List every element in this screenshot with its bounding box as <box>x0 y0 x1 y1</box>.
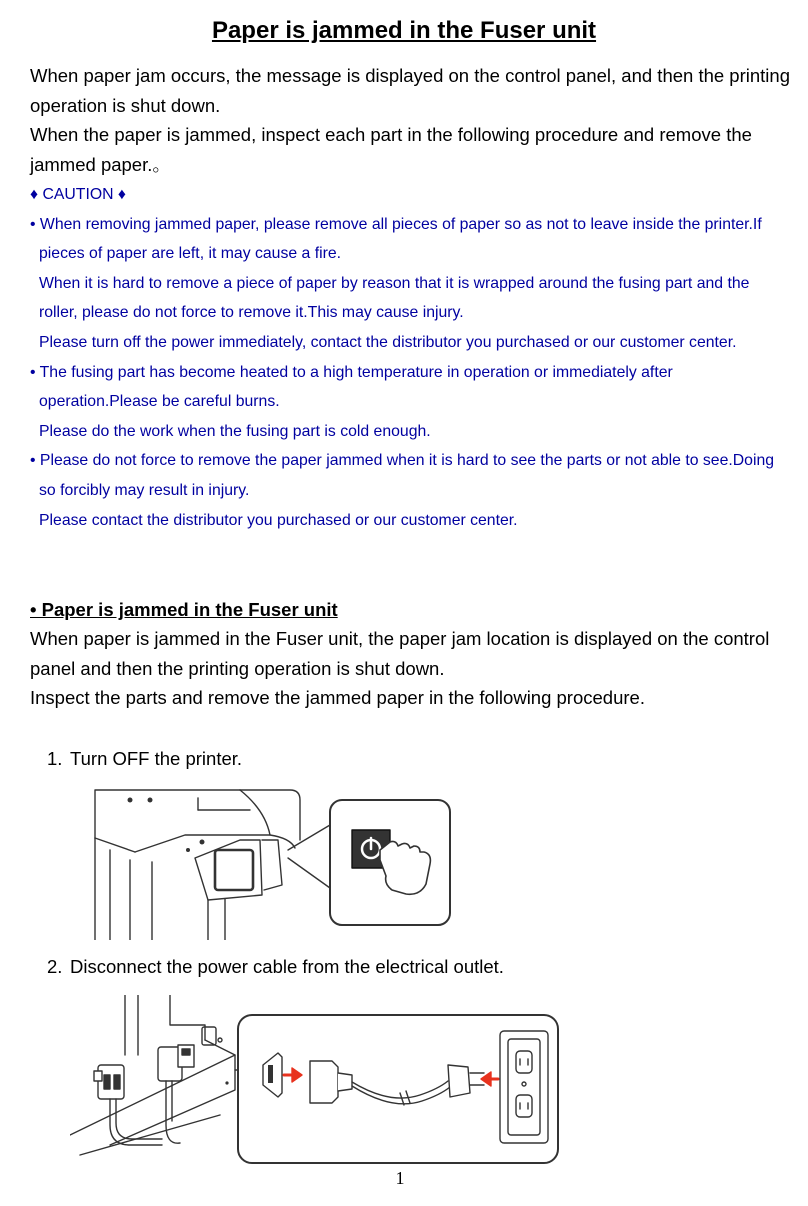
screw <box>186 848 190 852</box>
caution-header: ♦ CAUTION ♦ <box>30 186 126 203</box>
caution-item-text: When removing jammed paper, please remove all pieces of paper so as not to leave inside the printer.If pieces of paper are left, it may cause a fire. <box>39 215 762 263</box>
section-body <box>30 624 790 713</box>
step-2 <box>47 952 504 982</box>
step-text: Turn OFF the printer. <box>70 748 243 769</box>
callout-line <box>288 825 330 850</box>
screw <box>200 840 205 845</box>
caution-block <box>30 180 790 535</box>
printer-power-switch-illustration <box>90 780 465 940</box>
screw <box>128 798 133 803</box>
control-panel-display <box>195 840 282 900</box>
caution-subitem: When it is hard to remove a piece of paper by reason that it is wrapped around the fusing part and the roller, please do not force to remove it.This may cause injury. <box>39 274 750 322</box>
callout-line <box>288 858 330 888</box>
step-number: 2. <box>47 956 63 977</box>
step-1 <box>47 744 242 774</box>
section-paragraph-1: When paper is jammed in the Fuser unit, the paper jam location is displayed on the control panel and then the printing operation is shut down. <box>30 628 770 679</box>
unplugged-connector <box>94 1065 162 1145</box>
page-number: 1 <box>395 1168 405 1188</box>
section-heading: • Paper is jammed in the Fuser unit <box>30 599 338 620</box>
caution-item-text: The fusing part has become heated to a high temperature in operation or immediately after operation.Please be careful burns. <box>39 363 673 411</box>
caution-subitem: Please turn off the power immediately, contact the distributor you purchased or our customer center. <box>39 333 737 351</box>
intro-paragraph-2: When the paper is jammed, inspect each part in the following procedure and remove the jammed paper.。 <box>30 124 752 175</box>
intro-text <box>30 61 790 179</box>
section-paragraph-2: Inspect the parts and remove the jammed paper in the following procedure. <box>30 687 645 709</box>
screw <box>148 798 153 803</box>
caution-item-text: Please do not force to remove the paper jammed when it is hard to see the parts or not able to see.Doing so forcibly may result in injury. <box>39 452 775 499</box>
caution-item-3 <box>30 446 790 505</box>
intro-paragraph-1: When paper jam occurs, the message is displayed on the control panel, and then the printing operation is shut down. <box>30 65 790 116</box>
bullet: • <box>30 215 36 233</box>
bullet: • <box>30 363 36 381</box>
power-cable-disconnect-illustration <box>70 995 565 1167</box>
caution-item-1 <box>30 210 790 269</box>
step-text: Disconnect the power cable from the electrical outlet. <box>70 956 504 977</box>
plugged-connector <box>158 1045 194 1143</box>
page-title: Paper is jammed in the Fuser unit <box>211 17 597 44</box>
bullet: • <box>30 452 36 470</box>
cable-detail <box>238 1015 558 1163</box>
caution-subitem: Please do the work when the fusing part is cold enough. <box>39 422 431 440</box>
step-number: 1. <box>47 748 63 769</box>
caution-subitem: Please contact the distributor you purchased or our customer center. <box>39 511 518 529</box>
caution-item-2 <box>30 358 790 417</box>
